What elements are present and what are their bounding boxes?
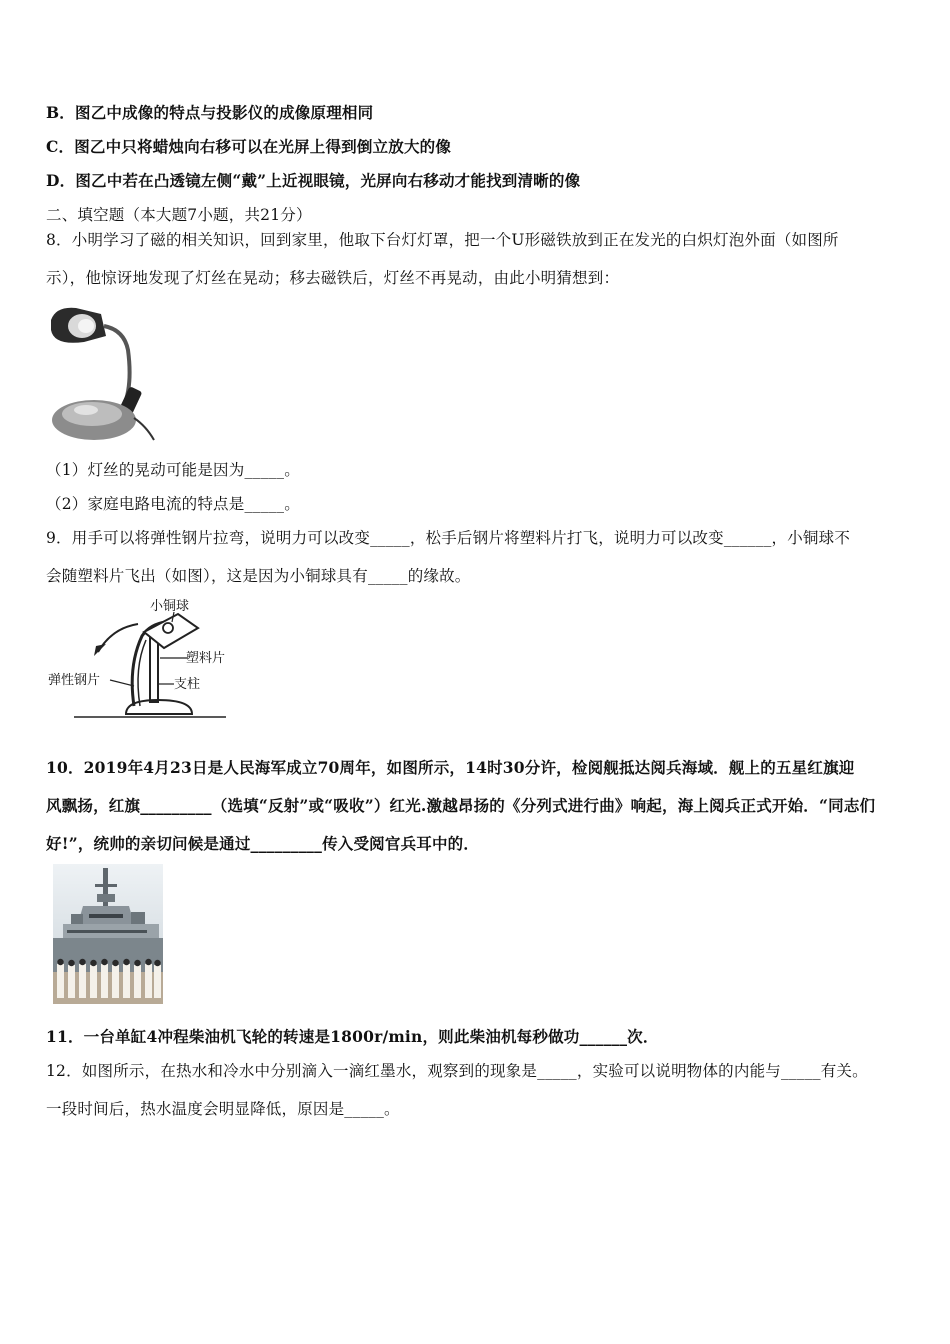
q8-line2: 示），他惊讶地发现了灯丝在晃动；移去磁铁后，灯丝不再晃动，由此小明猜想到： [46, 269, 620, 287]
q9-line1: 9．用手可以将弹性钢片拉弯，说明力可以改变_____，松手后钢片将塑料片打飞，说明力可以改变______，小铜球不 [46, 529, 851, 547]
q8-sub1: （1）灯丝的晃动可能是因为_____。 [46, 461, 300, 479]
q10-line1: 10．2019年4月23日是人民海军成立70周年，如图所示，14时30分许，检阅舰抵达阅兵海域．舰上的五星红旗迎 [46, 758, 855, 777]
q8-line1: 8．小明学习了磁的相关知识，回到家里，他取下台灯灯罩，把一个U形磁铁放到正在发光的白炽灯泡外面（如图所 [46, 231, 839, 249]
q11-line1: 11．一台单缸4冲程柴油机飞轮的转速是1800r/min，则此柴油机每秒做功______次． [46, 1027, 659, 1046]
steel-strip-figure [46, 596, 236, 722]
option-c: C．图乙中只将蜡烛向右移可以在光屏上得到倒立放大的像 [46, 137, 452, 156]
q12-line2: 一段时间后，热水温度会明显降低，原因是_____。 [46, 1100, 400, 1118]
warship-photo [53, 864, 163, 1004]
q10-line3: 好!”，统帅的亲切问候是通过_________传入受阅官兵耳中的． [46, 834, 480, 853]
desk-lamp-figure [46, 300, 156, 446]
fig-label-ball: 小铜球 [150, 599, 190, 614]
q12-line1: 12．如图所示，在热水和冷水中分别滴入一滴红墨水，观察到的现象是_____，实验可以说明物体的内能与_____有关。 [46, 1062, 868, 1080]
section-heading: 二、填空题（本大题7小题，共21分） [46, 206, 312, 224]
q9-line2: 会随塑料片飞出（如图），这是因为小铜球具有_____的缘故。 [46, 567, 471, 585]
option-b: B．图乙中成像的特点与投影仪的成像原理相同 [46, 103, 374, 122]
q8-sub2: （2）家庭电路电流的特点是_____。 [46, 495, 300, 513]
option-d: D．图乙中若在凸透镜左侧“戴”上近视眼镜，光屏向右移动才能找到清晰的像 [46, 171, 581, 190]
q10-line2: 风飘扬，红旗_________（选填“反射”或“吸收”）红光.激越昂扬的《分列式进行曲》响起，海上阅兵正式开始．“同志们 [46, 796, 876, 815]
fig-label-post: 支柱 [174, 677, 201, 692]
fig-label-plastic: 塑料片 [186, 651, 226, 666]
fig-label-steel: 弹性钢片 [48, 673, 101, 688]
